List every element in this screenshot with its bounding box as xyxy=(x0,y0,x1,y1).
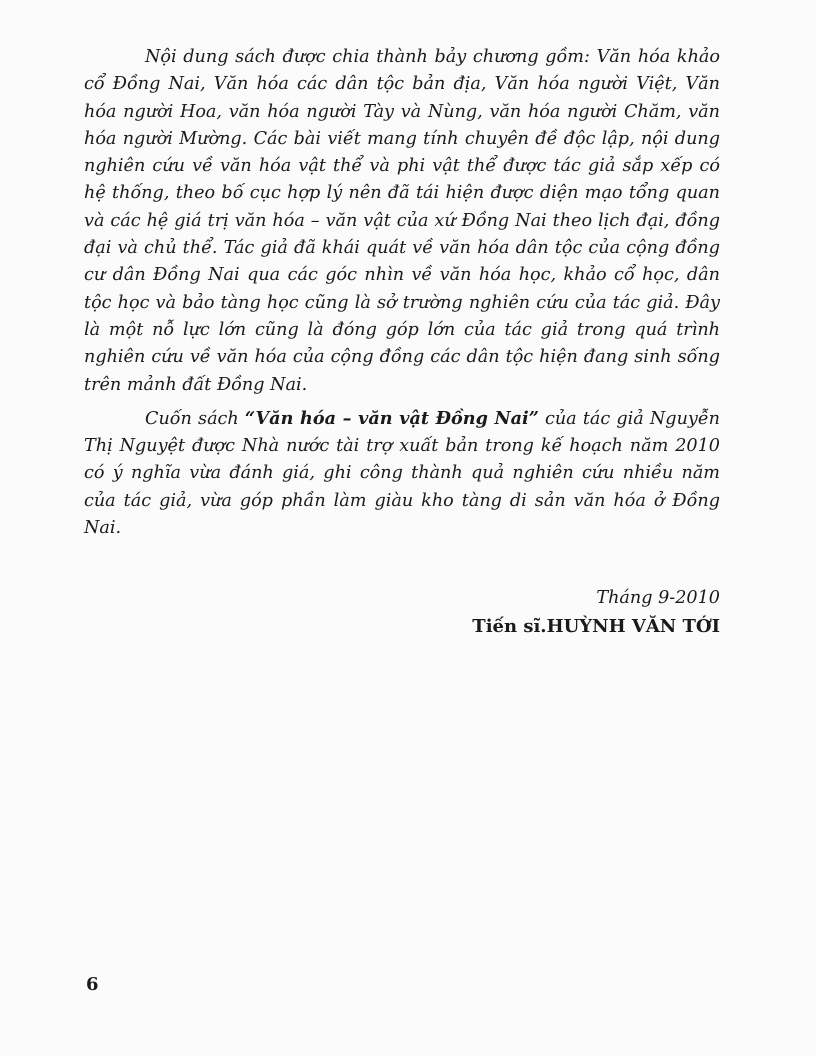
paragraph-book-significance xyxy=(84,405,720,542)
signature-block xyxy=(472,584,720,642)
page-number: 6 xyxy=(86,974,99,995)
book-title: “Văn hóa – văn vật Đồng Nai” xyxy=(244,407,539,429)
paragraph-book-significance-lead: Cuốn sách xyxy=(145,408,245,429)
paragraph-book-contents-text: Nội dung sách được chia thành bảy chương gồm: Văn hóa khảo cổ Đồng Nai, Văn hóa các dân tộc bản địa, Văn hóa người Việt, Văn hóa người Hoa, văn hóa người Tày và Nùng, văn hóa người Chăm, văn hóa người Mường. Các bài viết mang tính chuyên đề độc lập, nội dung nghiên cứu về văn hóa vật thể và phi vật thể được tác giả sắp xếp có hệ thống, theo bố cục hợp lý nên đã tái hiện được diện mạo tổng quan và các hệ giá trị văn hóa – văn vật của xứ Đồng Nai theo lịch đại, đồng đại và chủ thể. Tác giả đã khái quát về văn hóa dân tộc của cộng đồng cư dân Đồng Nai qua các góc nhìn về văn hóa học, khảo cổ học, dân tộc học và bảo tàng học cũng là sở trường nghiên cứu của tác giả. Đây là một nỗ lực lớn cũng là đóng góp lớn của tác giả trong quá trình nghiên cứu về văn hóa của cộng đồng các dân tộc hiện đang sinh sống trên mảnh đất Đồng Nai. xyxy=(84,47,720,395)
signature-date: Tháng 9-2010 xyxy=(596,588,720,608)
paragraph-book-significance-rest: của tác giả Nguyễn Thị Nguyệt được Nhà nước tài trợ xuất bản trong kế hoạch năm 2010 có ý nghĩa vừa đánh giá, ghi công thành quả nghiên cứu nhiều năm của tác giả, vừa góp phần làm giàu kho tàng di sản văn hóa ở Đồng Nai. xyxy=(84,408,720,539)
signature-author: Tiến sĩ.HUỲNH VĂN TỚI xyxy=(472,616,720,637)
body-text xyxy=(84,44,720,542)
paragraph-book-contents xyxy=(84,44,720,399)
